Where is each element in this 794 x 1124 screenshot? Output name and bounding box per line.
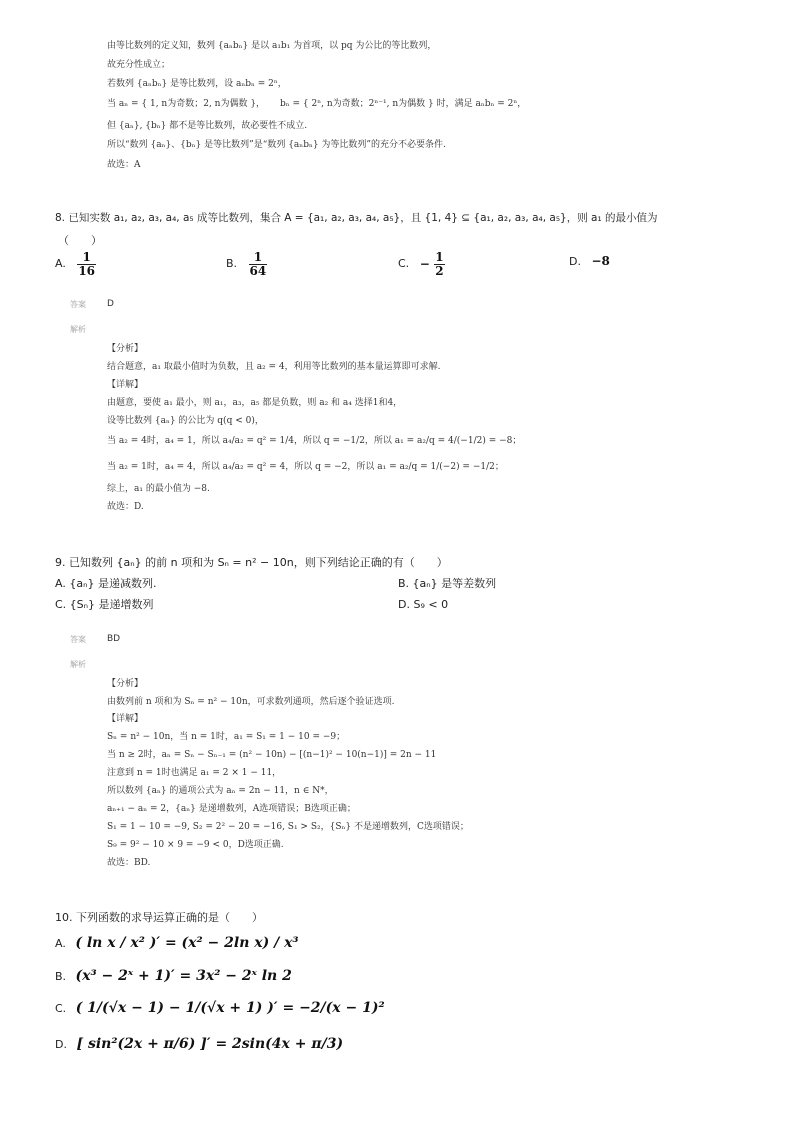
option-expression: ( 1/(√x − 1) − 1/(√x + 1) )′ = −2/(x − 1)² bbox=[75, 1000, 385, 1016]
analysis-line: S₁ = 1 − 10 = −9, S₂ = 2² − 20 = −16, S₁ > S₂，{Sₙ} 不是递增数列，C选项错误； bbox=[107, 822, 469, 832]
option-9a[interactable]: A. {aₙ} 是递减数列. bbox=[55, 577, 157, 590]
analysis-line: 故选：D. bbox=[107, 502, 144, 512]
analysis-line: 【分析】 bbox=[107, 344, 144, 354]
option-label: C. bbox=[55, 1002, 67, 1015]
fraction: $\frac{1}{2}$ bbox=[435, 250, 444, 278]
solution-line: 故选：A bbox=[107, 160, 141, 170]
option-8a[interactable] bbox=[55, 251, 96, 277]
analysis-line: 注意到 n = 1时也满足 a₁ = 2 × 1 − 11， bbox=[107, 768, 282, 778]
solution-line: 若数列 {aₙbₙ} 是等比数列，设 aₙbₙ = 2ⁿ， bbox=[107, 79, 287, 89]
solution-line: bₙ = { 2ⁿ, n为奇数；2ⁿ⁻¹, n为偶数 } 时，满足 aₙbₙ = 2ⁿ， bbox=[280, 99, 527, 109]
question-10-stem: 10. 下列函数的求导运算正确的是（ ） bbox=[55, 911, 263, 924]
answer-value: BD bbox=[107, 634, 121, 644]
analysis-line: S₉ = 9² − 10 × 9 = −9 < 0，D选项正确. bbox=[107, 840, 284, 850]
analysis-line: 由数列前 n 项和为 Sₙ = n² − 10n，可求数列通项，然后逐个验证选项. bbox=[107, 697, 395, 707]
analysis-line: 【详解】 bbox=[107, 380, 144, 390]
analysis-line: 由题意，要使 a₁ 最小，则 a₁，a₃，a₅ 都是负数，则 a₂ 和 a₄ 选择1和4， bbox=[107, 398, 403, 408]
option-label: A. bbox=[55, 937, 66, 950]
answer-value: D bbox=[107, 299, 114, 309]
option-label: A. bbox=[55, 257, 66, 271]
analysis-line: 当 n ≥ 2时，aₙ = Sₙ − Sₙ₋₁ = (n² − 10n) − [(n−1)² − 10(n−1)] = 2n − 11 bbox=[107, 750, 437, 760]
answer-tag: 答案 bbox=[70, 635, 86, 644]
question-8-paren: （ ） bbox=[58, 234, 102, 247]
option-9c[interactable]: C. {Sₙ} 是递增数列 bbox=[55, 598, 154, 611]
solution-line: 所以“数列 {aₙ}、{bₙ} 是等比数列”是“数列 {aₙbₙ} 为等比数列”的充分不必要条件. bbox=[107, 140, 446, 150]
option-10a[interactable] bbox=[55, 935, 299, 952]
solution-line: 但 {aₙ}, {bₙ} 都不是等比数列，故必要性不成立. bbox=[107, 121, 308, 131]
analysis-line: aₙ₊₁ − aₙ = 2，{aₙ} 是递增数列，A选项错误；B选项正确； bbox=[107, 804, 356, 814]
option-8d[interactable]: D. −8 bbox=[569, 254, 610, 268]
option-10d[interactable] bbox=[55, 1036, 343, 1053]
analysis-line: 设等比数列 {aₙ} 的公比为 q(q < 0)， bbox=[107, 416, 264, 426]
analysis-line: 【分析】 bbox=[107, 679, 144, 689]
analysis-line: 当 a₂ = 4时，a₄ = 1，所以 a₄/a₂ = q² = 1/4，所以 q = −1/2，所以 a₁ = a₂/q = 4/(−1/2) = −8； bbox=[107, 436, 522, 446]
question-8-stem: 8. 已知实数 a₁, a₂, a₃, a₄, a₅ 成等比数列，集合 A = {a₁, a₂, a₃, a₄, a₅}，且 {1, 4} ⊆ {a₁, a₂, a₃, a₄, a₅}，则 a₁ 的最小值为 bbox=[55, 212, 658, 224]
option-label: C. bbox=[398, 257, 410, 271]
option-10b[interactable] bbox=[55, 968, 292, 985]
option-expression: [ sin²(2x + π/6) ]′ = 2sin(4x + π/3) bbox=[76, 1036, 344, 1052]
analysis-line: 结合题意，a₁ 取最小值时为负数，且 a₂ = 4，利用等比数列的基本量运算即可求解. bbox=[107, 362, 441, 372]
fraction: $\frac{1}{16}$ bbox=[78, 250, 96, 278]
option-expression: (x³ − 2ˣ + 1)′ = 3x² − 2ˣ ln 2 bbox=[75, 968, 292, 984]
solution-line: 当 aₙ = { 1, n为奇数；2, n为偶数 }， bbox=[107, 99, 266, 109]
option-10c[interactable] bbox=[55, 1000, 385, 1017]
analysis-line: 当 a₂ = 1时，a₄ = 4，所以 a₄/a₂ = q² = 4，所以 q = −2，所以 a₁ = a₂/q = 1/(−2) = −1/2； bbox=[107, 462, 504, 472]
option-expression: ( ln x / x² )′ = (x² − 2ln x) / x³ bbox=[75, 935, 299, 951]
option-label: B. bbox=[55, 970, 67, 983]
answer-tag: 答案 bbox=[70, 300, 86, 309]
option-label: B. bbox=[226, 257, 238, 271]
fraction: $\frac{1}{64}$ bbox=[249, 250, 267, 278]
analysis-line: 故选：BD. bbox=[107, 858, 151, 868]
solution-line: 由等比数列的定义知，数列 {aₙbₙ} 是以 a₁b₁ 为首项，以 pq 为公比的等比数列， bbox=[107, 41, 437, 51]
option-label: D. bbox=[569, 255, 581, 268]
analysis-line: 所以数列 {aₙ} 的通项公式为 aₙ = 2n − 11，n ∈ N*， bbox=[107, 786, 334, 796]
option-label: D. bbox=[55, 1038, 67, 1051]
analysis-line: 【详解】 bbox=[107, 714, 144, 724]
option-8b[interactable] bbox=[226, 251, 267, 277]
question-9-stem: 9. 已知数列 {aₙ} 的前 n 项和为 Sₙ = n² − 10n，则下列结论正确的有（ ） bbox=[55, 556, 448, 569]
analysis-line: 综上，a₁ 的最小值为 −8. bbox=[107, 484, 210, 494]
analysis-tag: 解析 bbox=[70, 325, 86, 334]
option-8c[interactable]: C. − $\frac{1}{2}$ bbox=[398, 250, 444, 278]
analysis-line: Sₙ = n² − 10n，当 n = 1时，a₁ = S₁ = 1 − 10 = −9； bbox=[107, 732, 346, 742]
analysis-tag: 解析 bbox=[70, 660, 86, 669]
solution-line: 故充分性成立； bbox=[107, 60, 171, 70]
option-9b[interactable]: B. {aₙ} 是等差数列 bbox=[398, 577, 497, 590]
option-9d[interactable]: D. S₉ < 0 bbox=[398, 598, 449, 611]
